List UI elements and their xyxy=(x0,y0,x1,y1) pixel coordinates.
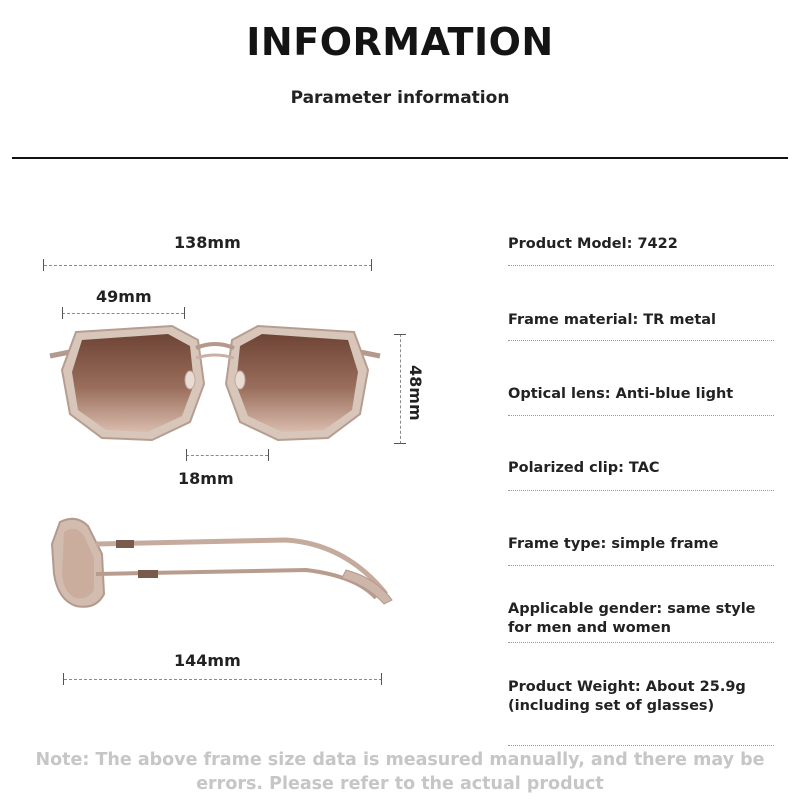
temple-length-tick-left xyxy=(63,673,64,685)
lens-height-tick-bottom xyxy=(394,443,406,444)
param-frame-material: Frame material: TR metal xyxy=(508,312,717,328)
param-divider xyxy=(508,490,774,491)
bridge-tick-right xyxy=(268,449,269,461)
lens-height-line xyxy=(400,334,401,444)
bridge-line xyxy=(186,455,268,456)
param-divider xyxy=(508,642,774,643)
lens-width-line xyxy=(62,313,184,314)
param-optical-lens: Optical lens: Anti-blue light xyxy=(508,386,734,402)
temple-length-line xyxy=(64,679,382,680)
lens-height-tick-top xyxy=(394,334,406,335)
total-width-line xyxy=(44,265,372,266)
param-applicable-gender: Applicable gender: same style for men and women xyxy=(508,601,756,636)
param-divider xyxy=(508,340,774,341)
temple-length-label: 144mm xyxy=(174,651,241,670)
total-width-label: 138mm xyxy=(174,233,241,252)
param-product-weight: Product Weight: About 25.9g (including set of glasses) xyxy=(508,679,746,714)
total-width-tick-right xyxy=(371,259,372,271)
glasses-front-image xyxy=(40,318,390,448)
param-product-model: Product Model: 7422 xyxy=(508,236,678,252)
total-width-tick-left xyxy=(43,259,44,271)
temple-length-tick-right xyxy=(381,673,382,685)
header-divider xyxy=(12,157,788,159)
glasses-side-image xyxy=(46,514,396,614)
param-frame-type: Frame type: simple frame xyxy=(508,536,719,552)
param-divider xyxy=(508,745,774,746)
lens-width-label: 49mm xyxy=(96,287,152,306)
param-divider xyxy=(508,265,774,266)
param-divider xyxy=(508,415,774,416)
lens-height-label: 48mm xyxy=(406,365,425,421)
page-subtitle: Parameter information xyxy=(290,88,510,108)
bridge-label: 18mm xyxy=(178,469,234,488)
param-divider xyxy=(508,565,774,566)
param-polarized-clip: Polarized clip: TAC xyxy=(508,460,660,476)
page-title: INFORMATION xyxy=(246,20,554,64)
measurement-note: Note: The above frame size data is measured manually, and there may be errors. Please refer to the actual product xyxy=(35,750,765,794)
bridge-tick-left xyxy=(186,449,187,461)
